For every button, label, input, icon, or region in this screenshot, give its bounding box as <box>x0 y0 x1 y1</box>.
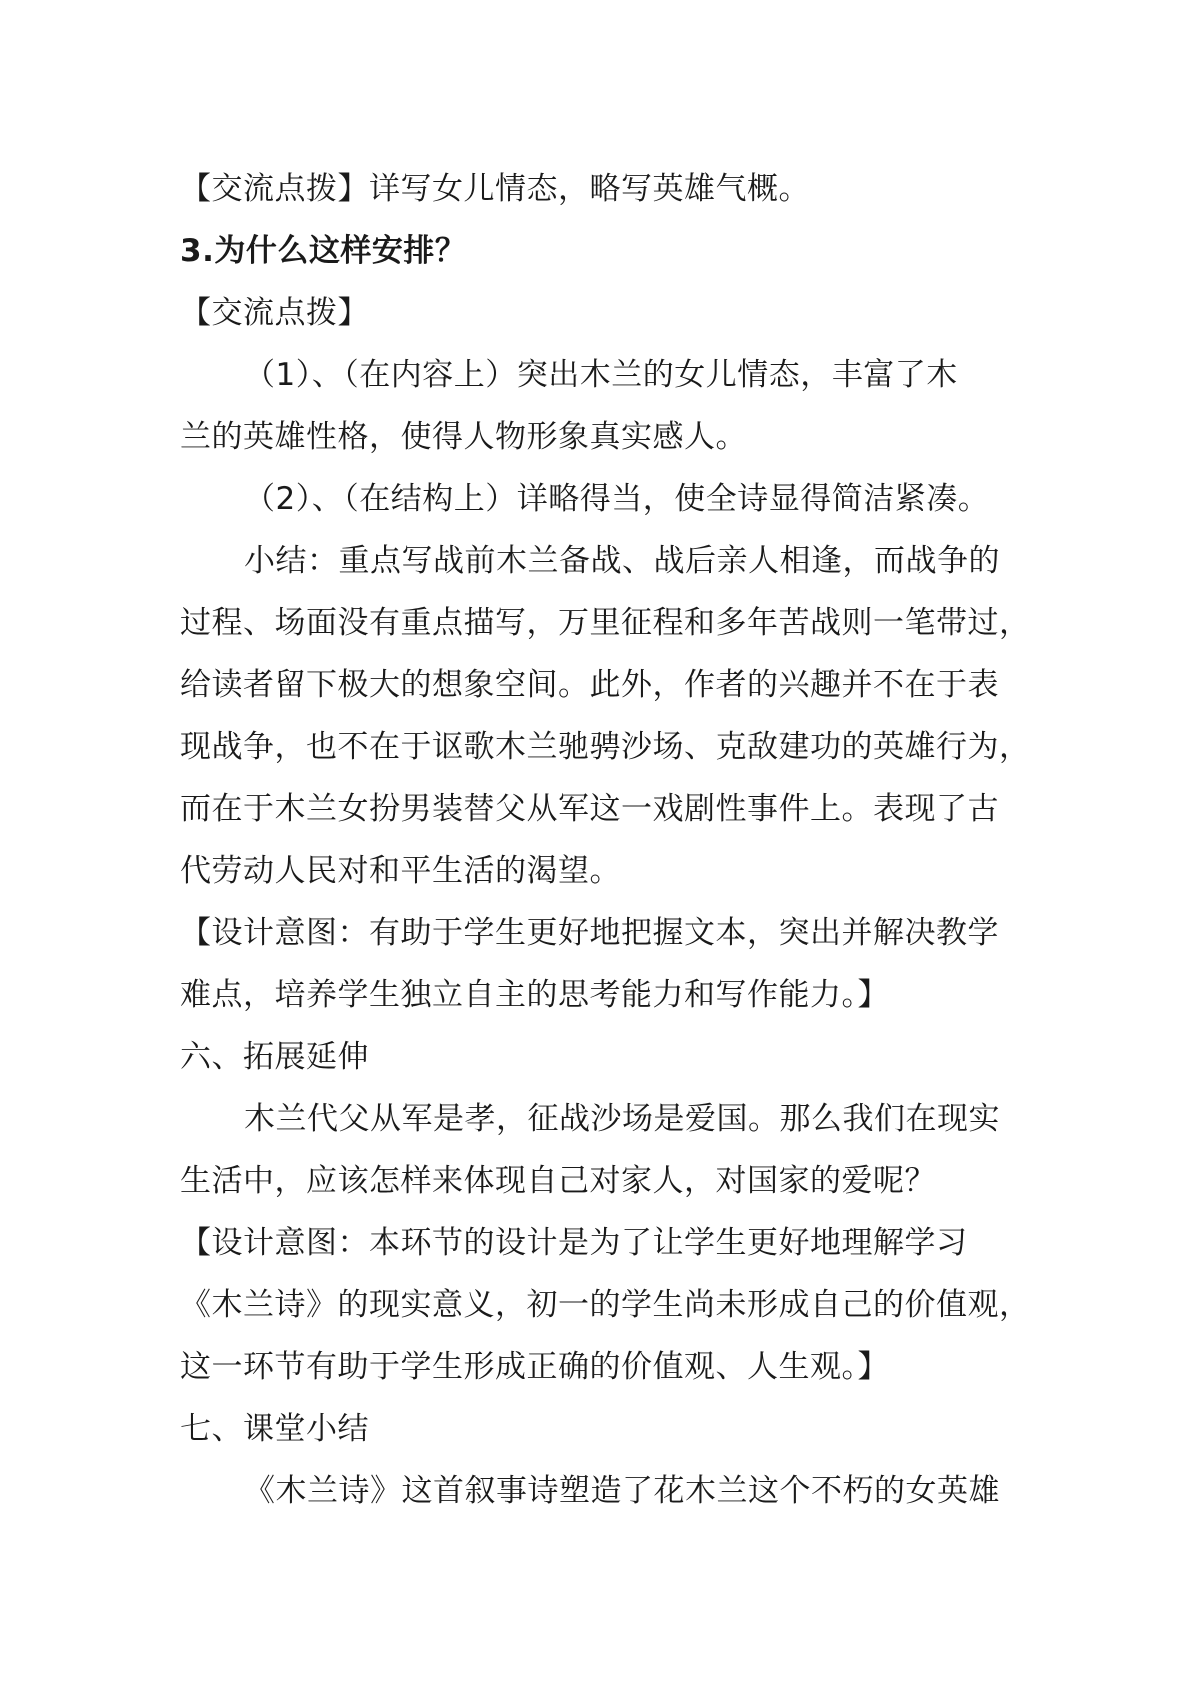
paragraph-line: 难点，培养学生独立自主的思考能力和写作能力。】 <box>180 977 889 1013</box>
paragraph-line: 代劳动人民对和平生活的渴望。 <box>180 853 621 889</box>
paragraph-line: （1）、（在内容上）突出木兰的女儿情态，丰富了木 <box>244 357 958 393</box>
paragraph-line: 现战争，也不在于讴歌木兰驰骋沙场、克敌建功的英雄行为， <box>180 729 1031 765</box>
section-heading: 六、拓展延伸 <box>180 1039 369 1075</box>
paragraph-line: 给读者留下极大的想象空间。此外，作者的兴趣并不在于表 <box>180 667 999 703</box>
document-body <box>180 158 1040 1522</box>
paragraph-line: 生活中，应该怎样来体现自己对家人，对国家的爱呢？ <box>180 1163 936 1199</box>
paragraph-line: 木兰代父从军是孝，征战沙场是爱国。那么我们在现实 <box>244 1101 1000 1137</box>
paragraph-line: 兰的英雄性格，使得人物形象真实感人。 <box>180 419 747 455</box>
question-heading: 3.为什么这样安排？ <box>180 233 467 269</box>
paragraph-line: 【交流点拨】详写女儿情态，略写英雄气概。 <box>180 171 810 207</box>
paragraph-line: 而在于木兰女扮男装替父从军这一戏剧性事件上。表现了古 <box>180 791 999 827</box>
paragraph-line: 《木兰诗》这首叙事诗塑造了花木兰这个不朽的女英雄 <box>244 1473 1000 1509</box>
paragraph-line: 过程、场面没有重点描写，万里征程和多年苦战则一笔带过， <box>180 605 1031 641</box>
paragraph-line: 这一环节有助于学生形成正确的价值观、人生观。】 <box>180 1349 889 1385</box>
paragraph-line: （2）、（在结构上）详略得当，使全诗显得简洁紧凑。 <box>244 481 990 517</box>
section-heading: 七、课堂小结 <box>180 1411 369 1447</box>
paragraph-line: 【设计意图：本环节的设计是为了让学生更好地理解学习 <box>180 1225 968 1261</box>
paragraph-line: 《木兰诗》的现实意义，初一的学生尚未形成自己的价值观， <box>180 1287 1031 1323</box>
paragraph-line: 【交流点拨】 <box>180 295 369 331</box>
paragraph-line: 小结：重点写战前木兰备战、战后亲人相逢，而战争的 <box>244 543 1000 579</box>
paragraph-line: 【设计意图：有助于学生更好地把握文本，突出并解决教学 <box>180 915 999 951</box>
